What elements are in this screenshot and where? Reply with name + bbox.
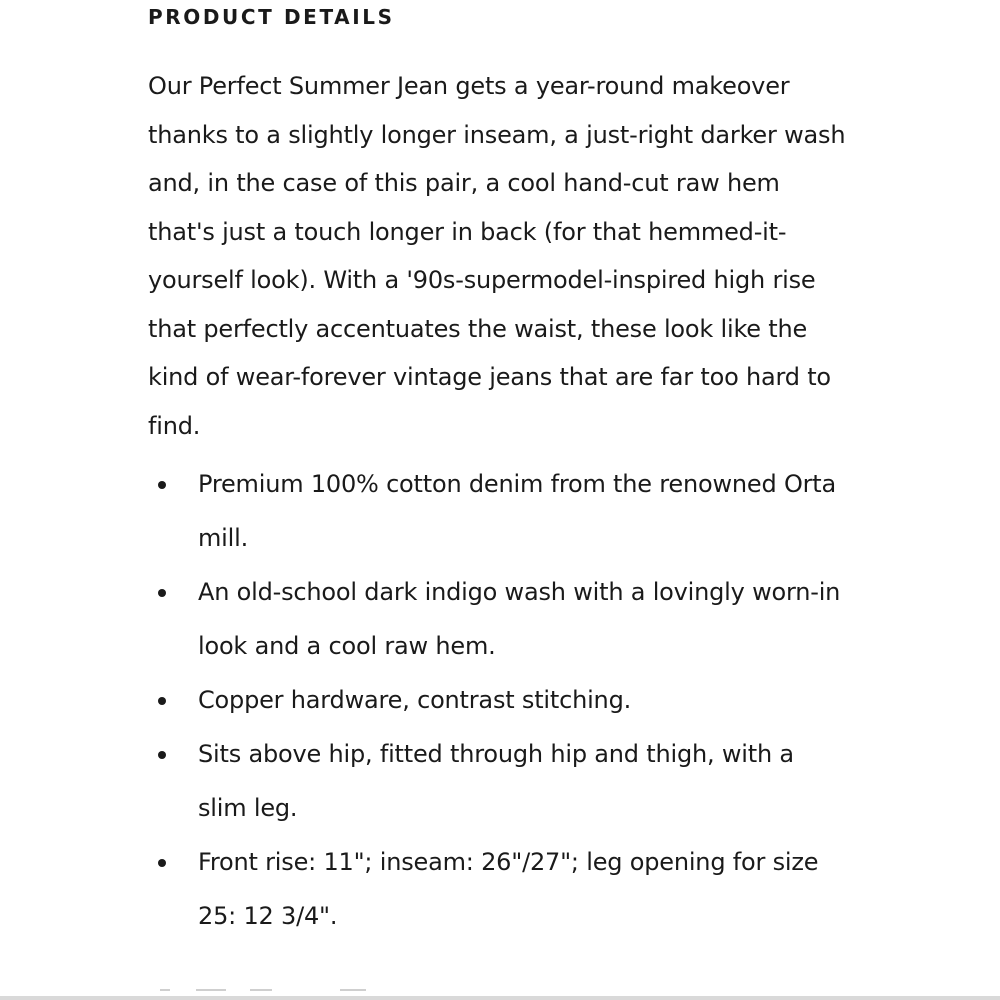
cutoff-mark [196, 989, 226, 991]
cutoff-mark [250, 989, 272, 991]
feature-item [148, 727, 848, 835]
bullet-icon [158, 481, 166, 489]
product-details-section [148, 0, 848, 943]
bullet-icon [158, 589, 166, 597]
feature-text: Front rise: 11"; inseam: 26"/27"; leg opening for size 25: 12 3/4". [198, 848, 819, 930]
bullet-icon [158, 859, 166, 867]
feature-list [148, 457, 848, 943]
cutoff-mark [340, 989, 366, 991]
cutoff-mark [160, 989, 170, 991]
bullet-icon [158, 751, 166, 759]
section-heading: PRODUCT DETAILS [148, 5, 395, 29]
product-description: Our Perfect Summer Jean gets a year-round makeover thanks to a slightly longer inseam, a just-right darker wash and, in the case of this pair, a cool hand-cut raw hem that's just a touch longer in back (for that hemmed-it-yourself look). With a '90s-supermodel-inspired high rise that perfectly accentuates the waist, these look like the kind of wear-forever vintage jeans that are far too hard to find. [148, 72, 846, 440]
feature-text: Premium 100% cotton denim from the renowned Orta mill. [198, 470, 837, 552]
bullet-icon [158, 697, 166, 705]
feature-item [148, 673, 848, 727]
feature-item [148, 565, 848, 673]
feature-text: An old-school dark indigo wash with a lovingly worn-in look and a cool raw hem. [198, 578, 841, 660]
bottom-edge [0, 996, 1000, 1000]
feature-text: Sits above hip, fitted through hip and thigh, with a slim leg. [198, 740, 794, 822]
feature-item [148, 457, 848, 565]
feature-item [148, 835, 848, 943]
feature-text: Copper hardware, contrast stitching. [198, 686, 632, 714]
